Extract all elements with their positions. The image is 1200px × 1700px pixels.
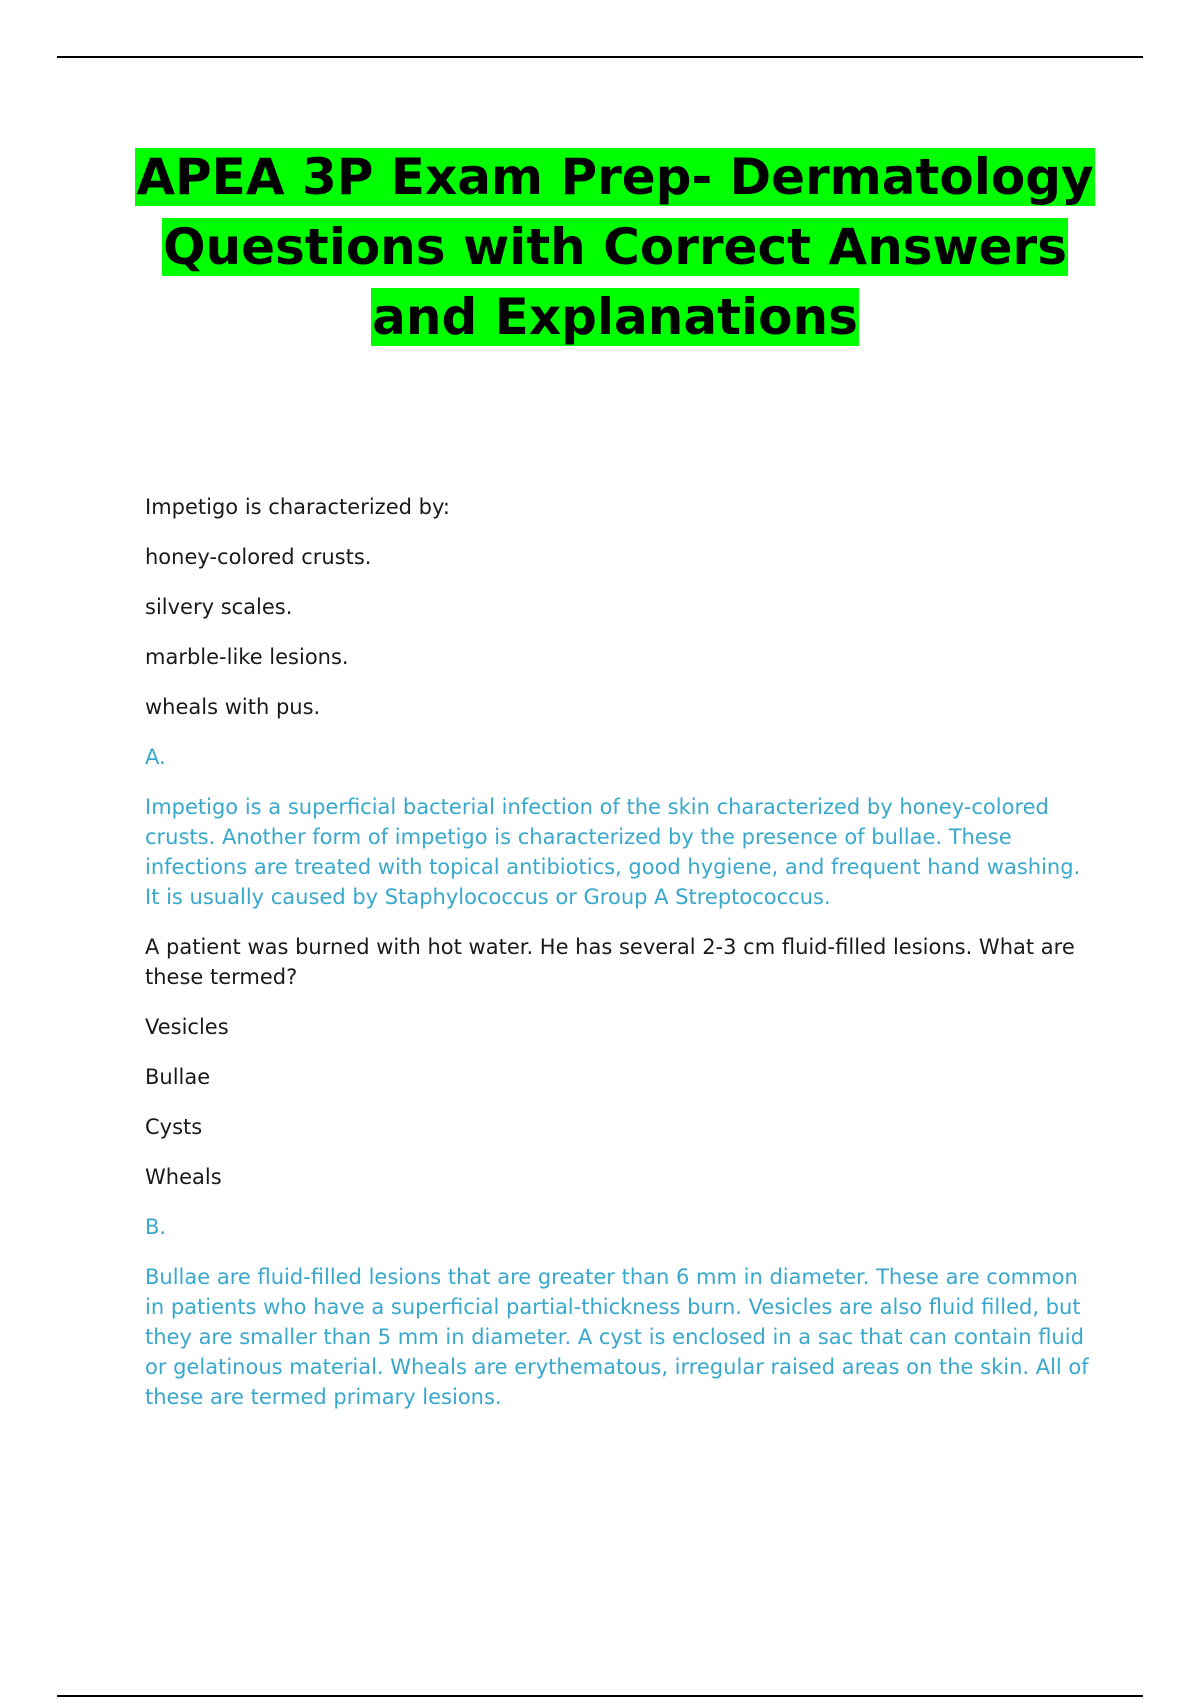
answer-option: Wheals (145, 1165, 222, 1189)
document-title-text: APEA 3P Exam Prep- Dermatology Questions with Correct Answers and Explanations (136, 148, 1094, 346)
question-block-2 (145, 932, 1095, 1412)
bottom-rule (57, 1695, 1143, 1697)
question-text: Impetigo is characterized by: (145, 495, 450, 519)
answer-explanation: Impetigo is a superficial bacterial infection of the skin characterized by honey-colored crusts. Another form of impetigo is characterized by the presence of bullae. These infections are treated with topical antibiotics, good hygiene, and frequent hand washing. It is usually caused by Staphylococcus or Group A Streptococcus. (145, 795, 1081, 909)
question-text: A patient was burned with hot water. He has several 2-3 cm fluid-filled lesions. What are these termed? (145, 935, 1075, 989)
question-block-1 (145, 492, 1095, 912)
top-rule (57, 56, 1143, 58)
document-title (130, 142, 1100, 352)
answer-option: marble-like lesions. (145, 645, 349, 669)
answer-explanation: Bullae are fluid-filled lesions that are greater than 6 mm in diameter. These are common in patients who have a superficial partial-thickness burn. Vesicles are also fluid filled, but they are smaller than 5 mm in diameter. A cyst is enclosed in a sac that can contain fluid or gelatinous material. Wheals are erythematous, irregular raised areas on the skin. All of these are termed primary lesions. (145, 1265, 1089, 1409)
document-body (145, 492, 1095, 1432)
answer-option: honey-colored crusts. (145, 545, 372, 569)
answer-option: Vesicles (145, 1015, 229, 1039)
answer-option: silvery scales. (145, 595, 293, 619)
answer-option: Bullae (145, 1065, 211, 1089)
correct-answer: A. (145, 745, 166, 769)
answer-option: wheals with pus. (145, 695, 321, 719)
answer-option: Cysts (145, 1115, 203, 1139)
correct-answer: B. (145, 1215, 167, 1239)
